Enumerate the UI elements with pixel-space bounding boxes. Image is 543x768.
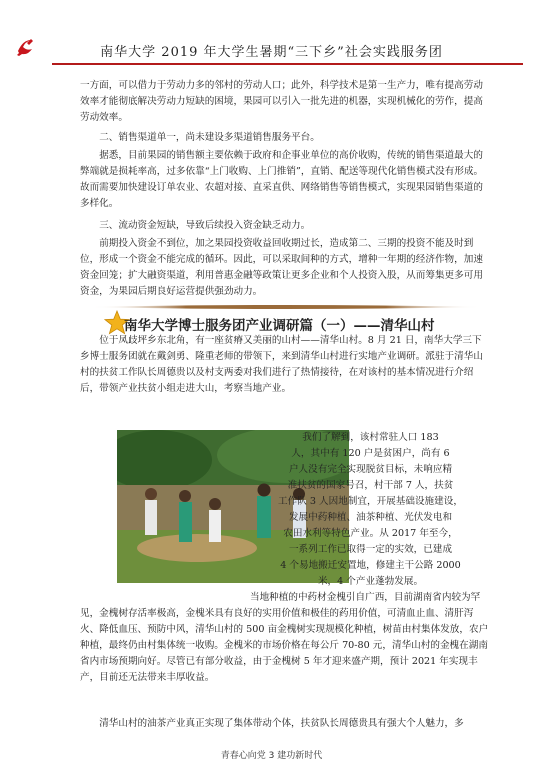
section-divider [86,304,486,310]
wrapped-text-block [273,430,468,590]
paragraph-intro: 位于凤歧坪乡东北角，有一座贫瘠又美丽的山村——清华山村。8 月 21 日，南华大学三下乡博士服务团就在戴剑勇、隆重老师的带领下，来到清华山村进行实地产业调研。派驻于清华山村的扶贫工作队长周德贵以及村支两委对我们进行了热情接待，在对该村的基本情况进行介绍后，带领产业扶贫小组走进大山，考察当地产业。 [80,335,483,394]
paragraph-sales-channels: 据悉，目前果园的销售额主要依赖于政府和企事业单位的高价收购，传统的销售渠道最大的弊端就是损耗率高，过多依靠“上门收购、上门推销”，直销、配送等现代化销售模式没有形成。故而需要加快建设订单农业、农超对接、直采直供、网络销售等销售模式，实现果园销售渠道的多样化。 [80,150,484,209]
wrap-line: 4 个易地搬迁安置地，修建主干公路 2000 [280,560,461,571]
header-rule [52,63,523,65]
paragraph-jinhuai: 当地种植的中药材金槐引自广西，目前湖南省内较为罕见，金槐树存活率极高，金槐米具有良好的实用价值和极佳的药用价值，可清血止血、清肝泻火、降低血压、预防中风，清华山村的 500 亩金槐树实现规模化种植，树苗由村集体发放，农户种植，最终仍由村集体统一收购。金槐米的市场价格在每公斤 70-80 元，清华山村的金槐在湖南省内市场预期向好。尽管已有部分收益，由于金槐树 5 年才迎来盛产期，预计 2021 年实现丰产，目前还无法带来丰厚收益。 [80,592,489,683]
section-title: 南华大学博士服务团产业调研篇（一）——清华山村 [124,318,435,334]
wrap-line: 户人没有完全实现脱贫目标，未响应精 [288,464,453,475]
wrap-line: 人，其中有 120 户是贫困户，尚有 6 [291,448,450,459]
page-footer: 青春心向党 3 建功新时代 [220,751,323,761]
wrap-line: 一系列工作已取得一定的实效，已建成 [288,544,453,555]
heading-funding: 三、流动资金短缺，导致后续投入资金缺乏动力。 [99,220,311,231]
wrap-line: 我们了解到，该村常驻人口 183 [302,432,439,443]
page-header [0,0,543,70]
heading-sales-channels: 二、销售渠道单一，尚未建设多渠道销售服务平台。 [99,132,320,143]
header-title: 南华大学 2019 年大学生暑期“三下乡”社会实践服务团 [100,45,443,60]
wrap-line: 发展中药种植、油茶种植、光伏发电和 [288,512,453,523]
paragraph-funding: 前期投入资金不到位，加之果园投资收益回收期过长，造成第二、三期的投资不能及时到位，形成一个资金不能完成的循环。因此，可以采取间种的方式，增种一年期的经济作物，加速资金回笼；扩大融资渠道，利用普惠金融等政策让更多企业和个人投资入股，从而筹集更多可用资金，为果园后期良好运营提供强劲动力。 [80,238,483,297]
paragraph-labor: 一方面，可以借力于劳动力多的邻村的劳动人口；此外，科学技术是第一生产力，唯有提高劳动效率才能彻底解决劳动力短缺的困境，果园可以引入一批先进的机器，实现机械化的劳作，提高劳动效率。 [80,80,483,123]
paragraph-oil-tea: 清华山村的油茶产业真正实现了集体带动个体，扶贫队长周德贵具有强大个人魅力，多 [99,718,464,729]
wrap-line: 工作队 3 人因地制宜，开展基础设施建设， [278,496,463,507]
wrap-line: 农田水利等特色产业。从 2017 年至今， [283,528,458,539]
wrap-line: 准扶贫的国家号召，村干部 7 人，扶贫 [287,480,454,491]
wrap-line: 米，4 个产业蓬勃发展。 [317,576,424,587]
